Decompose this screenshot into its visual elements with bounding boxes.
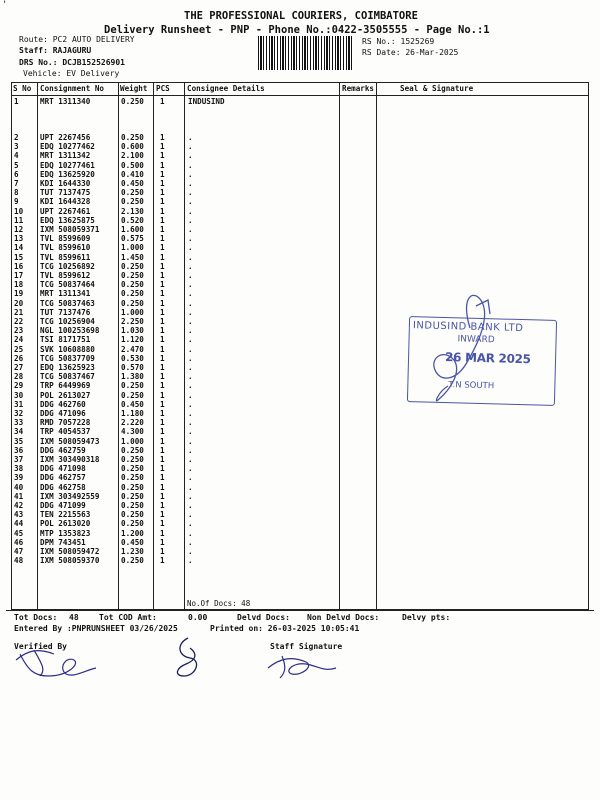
row-consignee-details: . — [188, 206, 193, 216]
row-weight: 1.180 — [121, 409, 144, 418]
row-consignee-details: . — [188, 482, 193, 492]
row-consignment-no: IXM 508059371 — [40, 225, 100, 234]
staff-signature-label: Staff Signature — [270, 642, 343, 651]
row-pcs: 1 — [160, 510, 165, 520]
row-sno: 43 — [14, 510, 24, 520]
row-pcs: 1 — [160, 225, 165, 234]
row-consignment-no: EDQ 13625875 — [40, 215, 95, 225]
row-weight: 0.250 — [121, 197, 144, 207]
stamp-inward: INWARD — [457, 334, 495, 346]
row-consignee-details: . — [188, 363, 193, 372]
row-consignment-no: TVL 8599612 — [40, 271, 91, 280]
row-sno: 47 — [14, 547, 24, 556]
row-consignment-no: MTP 1353823 — [40, 528, 91, 538]
row-sno: 37 — [14, 455, 24, 464]
row-sno: 21 — [14, 307, 24, 317]
row-pcs: 1 — [160, 280, 165, 290]
row-pcs: 1 — [160, 409, 165, 418]
stamp-date: 26 MAR 2025 — [444, 350, 531, 367]
row-weight: 1.380 — [121, 372, 144, 382]
table-top-border — [11, 82, 589, 83]
tot-cod-label: Tot COD Amt: — [99, 613, 157, 622]
page-mark: ' — [2, 0, 8, 10]
row-pcs: 1 — [160, 298, 165, 308]
row-sno: 40 — [14, 482, 24, 492]
row-pcs: 1 — [160, 261, 165, 271]
row-sno: 15 — [14, 252, 24, 262]
row-consignment-no: MRT 1311341 — [40, 289, 91, 299]
row-consignment-no: TCG 50837467 — [40, 372, 95, 382]
row-sno: 34 — [14, 427, 24, 437]
row-consignment-no: EDQ 13625920 — [40, 169, 95, 179]
row-pcs: 1 — [160, 353, 165, 363]
row-sno: 7 — [14, 179, 19, 188]
row-weight: 0.250 — [121, 298, 144, 308]
row-pcs: 1 — [160, 519, 165, 529]
tot-cod-value: 0.00 — [188, 613, 208, 622]
row-sno: 31 — [14, 399, 24, 409]
row-sno: 10 — [14, 206, 24, 216]
row-weight: 0.250 — [121, 381, 144, 391]
row-consignee-details: . — [188, 353, 193, 363]
row-weight: 0.500 — [121, 160, 144, 170]
row-weight: 0.250 — [121, 133, 144, 142]
route: Route: PC2 AUTO DELIVERY — [19, 35, 135, 44]
verifier-signature — [8, 640, 103, 690]
col-header-consignee: Consignee Details — [187, 84, 265, 93]
row-pcs: 1 — [160, 289, 165, 299]
row-weight: 0.250 — [121, 97, 144, 106]
row-consignment-no: KDI 1644328 — [40, 197, 91, 207]
row-consignment-no: TCG 10256892 — [40, 261, 95, 271]
row-sno: 26 — [14, 353, 24, 363]
non-delvd-docs-label: Non Delvd Docs: — [307, 613, 380, 622]
row-consignee-details: . — [188, 261, 193, 271]
row-consignment-no: IXM 508059370 — [40, 556, 100, 566]
row-pcs: 1 — [160, 390, 165, 400]
row-consignee-details: . — [188, 390, 193, 400]
row-pcs: 1 — [160, 455, 165, 464]
row-consignment-no: TRP 4054537 — [40, 427, 91, 437]
row-weight: 1.000 — [121, 307, 144, 317]
row-pcs: 1 — [160, 482, 165, 492]
row-pcs: 1 — [160, 151, 165, 161]
row-consignee-details: . — [188, 298, 193, 308]
row-consignment-no: EDQ 13625923 — [40, 363, 95, 372]
company-title: THE PROFESSIONAL COURIERS, COIMBATORE — [184, 10, 418, 22]
row-consignment-no: TVL 8599609 — [40, 234, 91, 244]
row-pcs: 1 — [160, 142, 165, 152]
printed-on: Printed on: 26-03-2025 10:05:41 — [210, 624, 360, 633]
table-right-border — [588, 82, 589, 609]
row-consignment-no: TCG 50837463 — [40, 298, 95, 308]
col-divider — [376, 82, 377, 609]
row-pcs: 1 — [160, 307, 165, 317]
row-sno: 2 — [14, 133, 19, 142]
row-weight: 4.300 — [121, 427, 144, 437]
row-consignee-details: . — [188, 307, 193, 317]
row-consignee-details: . — [188, 381, 193, 391]
row-consignee-details: . — [188, 160, 193, 170]
row-pcs: 1 — [160, 179, 165, 188]
row-weight: 1.200 — [121, 528, 144, 538]
row-consignee-details: . — [188, 455, 193, 464]
row-weight: 0.250 — [121, 510, 144, 520]
row-weight: 0.250 — [121, 289, 144, 299]
row-sno: 6 — [14, 169, 19, 179]
row-weight: 2.130 — [121, 206, 144, 216]
row-weight: 2.220 — [121, 418, 144, 428]
stamp-signature — [408, 288, 558, 418]
row-sno: 30 — [14, 390, 24, 400]
row-consignment-no: IXM 303490318 — [40, 455, 100, 464]
row-consignment-no: DDG 462757 — [40, 473, 86, 483]
row-sno: 18 — [14, 280, 24, 290]
row-consignment-no: SVK 10608880 — [40, 344, 95, 354]
row-pcs: 1 — [160, 381, 165, 391]
row-pcs: 1 — [160, 206, 165, 216]
row-pcs: 1 — [160, 372, 165, 382]
row-weight: 0.530 — [121, 353, 144, 363]
row-sno: 45 — [14, 528, 24, 538]
row-weight: 0.575 — [121, 234, 144, 244]
row-sno: 48 — [14, 556, 24, 566]
row-consignee-details: . — [188, 326, 193, 336]
row-sno: 11 — [14, 215, 24, 225]
row-sno: 19 — [14, 289, 24, 299]
col-divider — [153, 82, 154, 609]
row-pcs: 1 — [160, 418, 165, 428]
row-sno: 9 — [14, 197, 19, 207]
tot-docs-value: 48 — [69, 613, 79, 622]
row-consignment-no: DDG 462758 — [40, 482, 86, 492]
row-weight: 1.600 — [121, 225, 144, 234]
row-sno: 41 — [14, 491, 24, 501]
row-weight: 0.250 — [121, 188, 144, 198]
row-pcs: 1 — [160, 271, 165, 280]
col-header-weight: Weight — [120, 84, 148, 93]
row-consignment-no: DDG 471096 — [40, 409, 86, 418]
row-consignee-details: . — [188, 491, 193, 501]
row-consignee-details: . — [188, 344, 193, 354]
row-consignment-no: IXM 303492559 — [40, 491, 100, 501]
row-consignee-details: . — [188, 169, 193, 179]
entered-by: Entered By :PNPRUNSHEET 03/26/2025 — [14, 624, 178, 633]
row-consignee-details: . — [188, 372, 193, 382]
row-consignee-details: . — [188, 133, 193, 142]
row-consignment-no: TSI 8171751 — [40, 335, 91, 345]
row-weight: 1.000 — [121, 243, 144, 253]
row-consignee-details: . — [188, 473, 193, 483]
row-pcs: 1 — [160, 169, 165, 179]
row-pcs: 1 — [160, 252, 165, 262]
row-pcs: 1 — [160, 326, 165, 336]
table-left-border — [11, 82, 12, 609]
row-weight: 0.250 — [121, 556, 144, 566]
row-pcs: 1 — [160, 528, 165, 538]
row-pcs: 1 — [160, 547, 165, 556]
row-sno: 1 — [14, 97, 19, 106]
row-sno: 12 — [14, 225, 24, 234]
row-consignment-no: TUT 7137476 — [40, 307, 91, 317]
row-consignee-details: . — [188, 409, 193, 418]
row-sno: 38 — [14, 464, 24, 474]
row-weight: 0.250 — [121, 501, 144, 510]
row-consignment-no: EDQ 10277461 — [40, 160, 95, 170]
row-weight: 2.100 — [121, 151, 144, 161]
row-consignment-no: DDG 471098 — [40, 464, 86, 474]
row-consignee-details: . — [188, 215, 193, 225]
staff-signature — [262, 650, 342, 682]
row-sno: 25 — [14, 344, 24, 354]
row-consignment-no: DPM 743451 — [40, 537, 86, 547]
delvy-pts-label: Delvy pts: — [402, 613, 451, 622]
row-weight: 2.470 — [121, 344, 144, 354]
row-consignee-details: . — [188, 151, 193, 161]
row-weight: 0.600 — [121, 142, 144, 152]
row-consignment-no: EDQ 10277462 — [40, 142, 95, 152]
row-consignment-no: TEN 2215563 — [40, 510, 91, 520]
row-consignee-details: . — [188, 335, 193, 345]
row-weight: 0.450 — [121, 399, 144, 409]
row-weight: 2.250 — [121, 317, 144, 326]
row-consignee-details: . — [188, 197, 193, 207]
row-pcs: 1 — [160, 133, 165, 142]
row-consignment-no: UPT 2267461 — [40, 206, 91, 216]
row-consignee-details: . — [188, 556, 193, 566]
row-sno: 28 — [14, 372, 24, 382]
col-divider — [37, 82, 38, 609]
row-consignment-no: TCG 10256904 — [40, 317, 95, 326]
row-weight: 0.250 — [121, 271, 144, 280]
row-consignee-details: . — [188, 510, 193, 520]
row-consignee-details: . — [188, 418, 193, 428]
row-consignment-no: TRP 6449969 — [40, 381, 91, 391]
row-consignment-no: IXM 508059472 — [40, 547, 100, 556]
row-consignment-no: MRT 1311342 — [40, 151, 91, 161]
table-header-border — [11, 95, 589, 96]
row-pcs: 1 — [160, 197, 165, 207]
row-pcs: 1 — [160, 556, 165, 566]
verified-by-label: Verified By — [14, 642, 67, 651]
row-sno: 20 — [14, 298, 24, 308]
row-consignee-details: . — [188, 427, 193, 437]
row-consignment-no: POL 2613020 — [40, 519, 91, 529]
drs-number: DRS No.: DCJB152526901 — [19, 58, 125, 67]
row-consignee-details: . — [188, 519, 193, 529]
row-consignment-no: KDI 1644330 — [40, 179, 91, 188]
barcode — [258, 36, 354, 70]
row-sno: 14 — [14, 243, 24, 253]
rs-date: RS Date: 26-Mar-2025 — [362, 48, 459, 57]
row-pcs: 1 — [160, 188, 165, 198]
col-header-sno: S No — [13, 84, 32, 93]
row-sno: 27 — [14, 363, 24, 372]
row-sno: 13 — [14, 234, 24, 244]
row-weight: 0.250 — [121, 280, 144, 290]
stamp-region: T.N SOUTH — [448, 380, 495, 392]
col-divider — [118, 82, 119, 609]
row-consignment-no: DDG 462760 — [40, 399, 86, 409]
row-weight: 1.450 — [121, 252, 144, 262]
row-sno: 39 — [14, 473, 24, 483]
col-divider — [339, 82, 340, 609]
row-consignee-details: . — [188, 528, 193, 538]
runsheet-title: Delivery Runsheet - PNP - Phone No.:0422-3505555 - Page No.:1 — [104, 24, 490, 36]
row-consignee-details: . — [188, 436, 193, 446]
row-weight: 0.250 — [121, 519, 144, 529]
row-consignee-details: . — [188, 252, 193, 262]
row-consignee-details: . — [188, 547, 193, 556]
row-weight: 0.450 — [121, 179, 144, 188]
row-weight: 0.250 — [121, 473, 144, 483]
row-consignment-no: POL 2613027 — [40, 390, 91, 400]
tot-docs-label: Tot Docs: — [14, 613, 58, 622]
row-sno: 33 — [14, 418, 24, 428]
row-weight: 0.250 — [121, 261, 144, 271]
row-pcs: 1 — [160, 436, 165, 446]
row-weight: 1.030 — [121, 326, 144, 336]
row-sno: 35 — [14, 436, 24, 446]
row-pcs: 1 — [160, 537, 165, 547]
row-sno: 32 — [14, 409, 24, 418]
row-pcs: 1 — [160, 445, 165, 455]
row-weight: 1.120 — [121, 335, 144, 345]
row-pcs: 1 — [160, 427, 165, 437]
row-sno: 44 — [14, 519, 24, 529]
row-consignment-no: RMD 7057228 — [40, 418, 91, 428]
row-pcs: 1 — [160, 243, 165, 253]
col-divider — [184, 82, 185, 609]
row-sno: 22 — [14, 317, 24, 326]
row-consignee-details: . — [188, 225, 193, 234]
row-consignee-details: . — [188, 234, 193, 244]
row-consignee-details: . — [188, 188, 193, 198]
vehicle: Vehicle: EV Delivery — [23, 69, 120, 78]
col-header-remarks: Remarks — [342, 84, 375, 93]
row-weight: 1.230 — [121, 547, 144, 556]
row-sno: 4 — [14, 151, 19, 161]
row-consignment-no: MRT 1311340 — [40, 97, 91, 106]
row-consignment-no: IXM 508059473 — [40, 436, 100, 446]
row-pcs: 1 — [160, 473, 165, 483]
col-header-seal-signature: Seal & Signature — [400, 84, 474, 93]
no-of-docs: No.Of Docs: 48 — [187, 599, 251, 608]
delvd-docs-label: Delvd Docs: — [237, 613, 290, 622]
row-pcs: 1 — [160, 363, 165, 372]
row-pcs: 1 — [160, 491, 165, 501]
row-sno: 24 — [14, 335, 24, 345]
row-consignment-no: NGL 100253698 — [40, 326, 100, 336]
row-weight: 1.000 — [121, 436, 144, 446]
staff: Staff: RAJAGURU — [19, 46, 92, 55]
row-sno: 17 — [14, 271, 24, 280]
middle-signature — [168, 634, 208, 684]
row-sno: 42 — [14, 501, 24, 510]
row-pcs: 1 — [160, 234, 165, 244]
row-weight: 0.570 — [121, 363, 144, 372]
row-sno: 36 — [14, 445, 24, 455]
row-weight: 0.450 — [121, 537, 144, 547]
row-consignee-details: . — [188, 243, 193, 253]
row-pcs: 1 — [160, 399, 165, 409]
row-weight: 0.250 — [121, 482, 144, 492]
row-weight: 0.250 — [121, 455, 144, 464]
row-consignee-details: . — [188, 445, 193, 455]
row-consignee-details: . — [188, 464, 193, 474]
col-header-consignment: Consignment No — [40, 84, 105, 93]
row-consignment-no: UPT 2267456 — [40, 133, 91, 142]
row-sno: 8 — [14, 188, 19, 198]
row-consignee-details: . — [188, 399, 193, 409]
row-weight: 0.520 — [121, 215, 144, 225]
row-consignee-details: . — [188, 280, 193, 290]
row-pcs: 1 — [160, 344, 165, 354]
row-sno: 16 — [14, 261, 24, 271]
row-sno: 5 — [14, 160, 19, 170]
row-weight: 0.410 — [121, 169, 144, 179]
row-consignee-details: . — [188, 317, 193, 326]
rs-number: RS No.: 1525269 — [362, 37, 435, 46]
row-pcs: 1 — [160, 160, 165, 170]
row-consignee-details: . — [188, 179, 193, 188]
row-sno: 3 — [14, 142, 19, 152]
row-sno: 23 — [14, 326, 24, 336]
row-weight: 0.250 — [121, 464, 144, 474]
row-consignee-details: . — [188, 501, 193, 510]
row-consignment-no: TCG 50837709 — [40, 353, 95, 363]
row-pcs: 1 — [160, 97, 165, 106]
footer-top-line — [6, 610, 594, 611]
col-header-pcs: PCS — [156, 84, 170, 93]
row-consignment-no: DDG 462759 — [40, 445, 86, 455]
row-pcs: 1 — [160, 501, 165, 510]
row-consignee-details: . — [188, 142, 193, 152]
row-weight: 0.250 — [121, 390, 144, 400]
row-consignee-details: . — [188, 289, 193, 299]
row-sno: 29 — [14, 381, 24, 391]
row-sno: 46 — [14, 537, 24, 547]
row-consignment-no: TCG 50837464 — [40, 280, 95, 290]
row-consignee-details: . — [188, 271, 193, 280]
stamp-bank-name: INDUSIND BANK LTD — [412, 320, 524, 335]
row-consignment-no: TUT 7137475 — [40, 188, 91, 198]
row-pcs: 1 — [160, 215, 165, 225]
row-consignment-no: TVL 8599610 — [40, 243, 91, 253]
row-consignee-details: . — [188, 537, 193, 547]
row-pcs: 1 — [160, 335, 165, 345]
row-weight: 0.250 — [121, 491, 144, 501]
row-weight: 0.250 — [121, 445, 144, 455]
row-consignment-no: TVL 8599611 — [40, 252, 91, 262]
row-consignment-no: DDG 471099 — [40, 501, 86, 510]
row-consignee-details: INDUSIND — [188, 97, 225, 106]
row-pcs: 1 — [160, 317, 165, 326]
row-pcs: 1 — [160, 464, 165, 474]
